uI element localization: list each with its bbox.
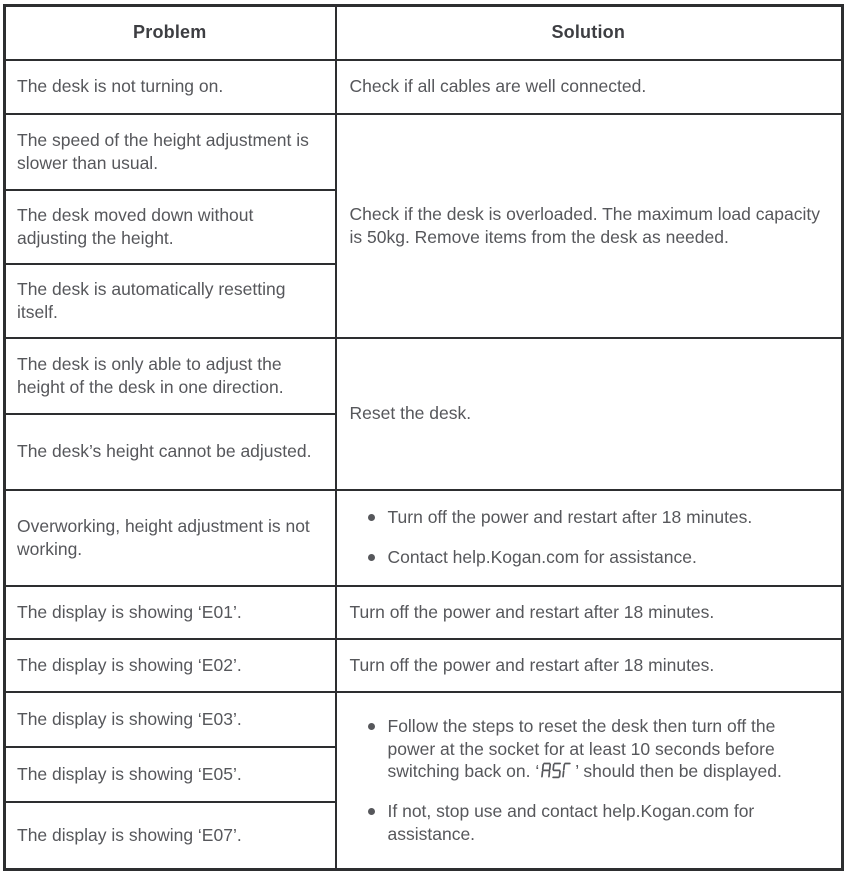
table-header-row bbox=[5, 6, 843, 60]
seven-segment-asr-display-icon bbox=[540, 762, 574, 779]
list-item bbox=[368, 800, 828, 846]
solution-bullet-list bbox=[350, 715, 830, 846]
bullet-icon bbox=[368, 554, 375, 561]
solution-cell bbox=[336, 490, 843, 586]
bullet-icon bbox=[368, 723, 375, 730]
list-item bbox=[368, 715, 828, 783]
problem-cell: The desk’s height cannot be adjusted. bbox=[5, 414, 336, 490]
table-row bbox=[5, 60, 843, 114]
list-item bbox=[368, 546, 828, 569]
list-item bbox=[368, 506, 828, 529]
problem-column-header: Problem bbox=[5, 6, 336, 60]
solution-cell: Turn off the power and restart after 18 minutes. bbox=[336, 586, 843, 639]
solution-cell-merged bbox=[336, 692, 843, 870]
table-row bbox=[5, 338, 843, 414]
solution-column-header: Solution bbox=[336, 6, 843, 60]
solution-bullet-list bbox=[350, 506, 830, 569]
problem-cell: The display is showing ‘E07’. bbox=[5, 802, 336, 870]
problem-cell: The display is showing ‘E03’. bbox=[5, 692, 336, 747]
problem-cell: The speed of the height adjustment is slower than usual. bbox=[5, 114, 336, 190]
bullet-text: Turn off the power and restart after 18 minutes. bbox=[387, 507, 753, 528]
bullet-icon bbox=[368, 514, 375, 521]
solution-cell-merged: Check if the desk is overloaded. The maximum load capacity is 50kg. Remove items from the desk as needed. bbox=[336, 114, 843, 338]
problem-cell: The display is showing ‘E05’. bbox=[5, 747, 336, 802]
table-row bbox=[5, 586, 843, 639]
bullet-text: Contact help.Kogan.com for assistance. bbox=[387, 547, 697, 567]
bullet-text-pre: Follow the steps to reset the desk then turn off the power at the socket for at least 10 seconds before switching back on. ‘ bbox=[387, 715, 776, 782]
problem-cell: The display is showing ‘E01’. bbox=[5, 586, 336, 639]
bullet-text: If not, stop use and contact help.Kogan.com for assistance. bbox=[387, 801, 755, 844]
table-row bbox=[5, 114, 843, 190]
bullet-text bbox=[388, 715, 828, 783]
problem-cell: The desk is not turning on. bbox=[5, 60, 336, 114]
solution-cell: Turn off the power and restart after 18 minutes. bbox=[336, 639, 843, 692]
table-row bbox=[5, 639, 843, 692]
problem-cell: Overworking, height adjustment is not working. bbox=[5, 490, 336, 586]
problem-cell: The display is showing ‘E02’. bbox=[5, 639, 336, 692]
problem-cell: The desk is only able to adjust the height of the desk in one direction. bbox=[5, 338, 336, 414]
bullet-icon bbox=[368, 808, 375, 815]
bullet-text-post: ’ should then be displayed. bbox=[575, 761, 782, 782]
solution-cell-merged: Reset the desk. bbox=[336, 338, 843, 490]
troubleshooting-table bbox=[3, 4, 844, 871]
table-row bbox=[5, 692, 843, 747]
problem-cell: The desk is automatically resetting itself. bbox=[5, 264, 336, 338]
solution-cell: Check if all cables are well connected. bbox=[336, 60, 843, 114]
problem-cell: The desk moved down without adjusting the height. bbox=[5, 190, 336, 264]
table-row bbox=[5, 490, 843, 586]
